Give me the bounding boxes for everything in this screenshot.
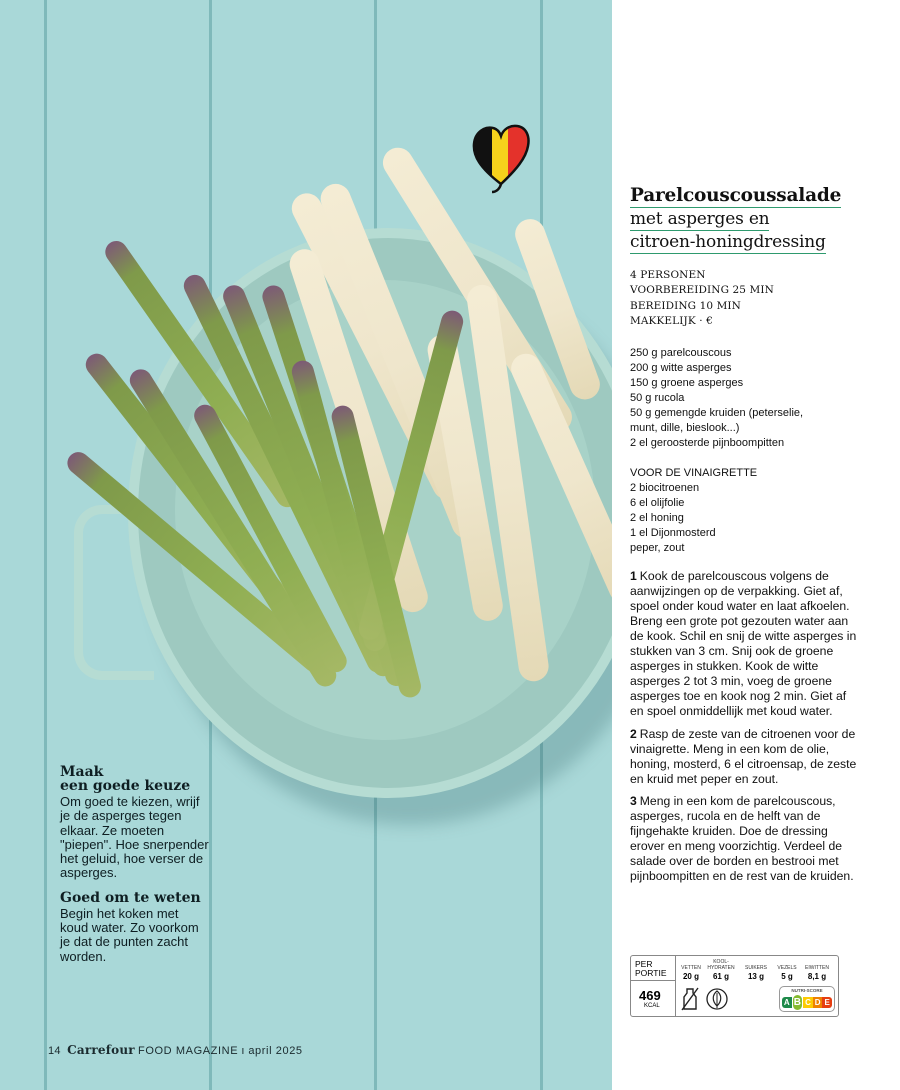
step-number: 3 [630,793,637,808]
nutrient-label: EIWITTEN [805,964,829,971]
portion-label: PORTIE [635,968,667,978]
divider [631,980,675,981]
per-portion-label [635,960,667,978]
belgian-heart-icon [470,122,532,194]
method-steps [630,569,860,885]
nutri-score-badge [779,986,835,1012]
step-text: Rasp de zeste van de citroenen voor de vinaigrette. Meng in een kom de olie, honing, mosterd, 6 el citroensap, de zeste en kruid met peper en zout. [630,726,857,786]
vinaigrette-list [630,466,860,556]
nutrition-box [630,955,839,1017]
tip-title: Maak een goede keuze [60,764,191,794]
tip-title: Goed om te weten [60,889,201,906]
ingredient-item: peper, zout [630,541,685,554]
recipe-meta [630,268,860,330]
ingredient-item: 2 biocitroenen [630,481,700,494]
tips-box [60,765,210,970]
nutrient-carbs [705,961,737,981]
servings: 4 PERSONEN [630,269,706,281]
method-step [630,569,860,720]
nutri-score-scale [782,994,832,1011]
nutrient-protein [801,961,833,981]
vegetarian-leaf-icon [706,986,728,1012]
nutrient-fiber [771,961,803,981]
issue-date: april 2025 [248,1045,303,1057]
kcal-value: 469 [639,988,661,1003]
tip-text: Begin het koken met koud water. Zo voorkom je dat de punten zacht worden. [60,905,199,964]
kcal-unit: KCAL [644,1003,660,1009]
ingredient-item: 2 el honing [630,511,684,524]
step-text: Meng in een kom de parelcouscous, asperges, rucola en de helft van de fijngehakte kruiden. Doe de dressing erover en meng voorzichtig. Verdeel de salade over de borden en bestrooi met pijnboompitten en de rest van de kruiden. [630,793,854,884]
tip-text: Om goed te kiezen, wrijf je de asperges tegen elkaar. Ze moeten "piepen". Hoe snerpender het geluid, hoe verser de asperges. [60,794,209,881]
recipe-subtitle-line: citroen-honingdressing [630,232,826,252]
step-text: Kook de parelcouscous volgens de aanwijzingen op de verpakking. Giet af, spoel onder koud water en laat afkoelen. Breng een grote pot gezouten water aan de kook. Schil en snij de witte asperges in stukken van 3 cm. Snij ook de groene asperges in stukken. Kook de witte asperges 2 tot 3 min, voeg de groene asperges toe en kook nog 2 min. Giet af en spoel onmiddellijk met koud water. [630,568,857,719]
footer-separator: ı [241,1045,246,1057]
brand-logo-text: Carrefour [67,1043,135,1057]
recipe-subtitle-line: met asperges en [630,209,770,229]
nutrient-value: 61 g [712,972,729,981]
ingredient-item: 200 g witte asperges [630,361,732,374]
nutrient-sugars [740,961,772,981]
nutri-score-title: NUTRI-SCORE [791,988,823,993]
ingredient-item: 6 el olijfolie [630,496,685,509]
nutri-score-d: D [814,998,821,1007]
vinaigrette-heading: VOOR DE VINAIGRETTE [630,466,758,479]
ingredient-item: 1 el Dijonmosterd [630,526,716,539]
plank-divider [44,0,47,1090]
recipe-column [630,185,860,892]
difficulty-price: MAKKELIJK · € [630,315,713,328]
recipe-subtitle [630,231,860,254]
ingredient-list [630,346,860,451]
ingredient-item: 2 el geroosterde pijnboompitten [630,436,785,449]
method-step [630,794,860,885]
cook-time: BEREIDING 10 MIN [630,299,741,312]
step-number: 2 [630,726,637,741]
nutrient-label: SUIKERS [745,964,767,971]
page-number: 14 [48,1045,61,1057]
nutri-score-a: A [783,998,790,1007]
ingredient-item: 50 g rucola [630,391,685,404]
ingredient-item: 50 g gemengde kruiden (peterselie, munt, dille, bieslook...) [630,406,804,434]
prep-time: VOORBEREIDING 25 MIN [630,284,774,297]
no-alcohol-icon [679,986,701,1012]
nutrient-value: 5 g [781,972,793,981]
nutrient-value: 20 g [682,972,699,981]
recipe-title [630,185,860,208]
ingredient-item: 250 g parelcouscous [630,346,732,359]
recipe-subtitle [630,208,860,231]
nutrient-label: VEZELS [777,964,797,971]
nutrient-fat [675,961,707,981]
page-footer [48,1043,303,1057]
ingredient-item: 150 g groene asperges [630,376,744,389]
nutrient-label: KOOL-HYDRATEN [707,959,735,971]
recipe-title-line: Parelcouscoussalade [630,185,842,206]
nutrient-value: 8,1 g [807,972,827,981]
per-label: PER [635,959,653,969]
method-step [630,727,860,787]
nutri-score-c: C [805,998,811,1007]
nutri-score-e: E [822,997,832,1008]
nutrient-label: VETTEN [681,964,701,971]
nutri-score-b: B [792,994,804,1011]
step-number: 1 [630,568,637,583]
magazine-name: FOOD MAGAZINE [138,1045,239,1057]
nutrient-value: 13 g [747,972,764,981]
